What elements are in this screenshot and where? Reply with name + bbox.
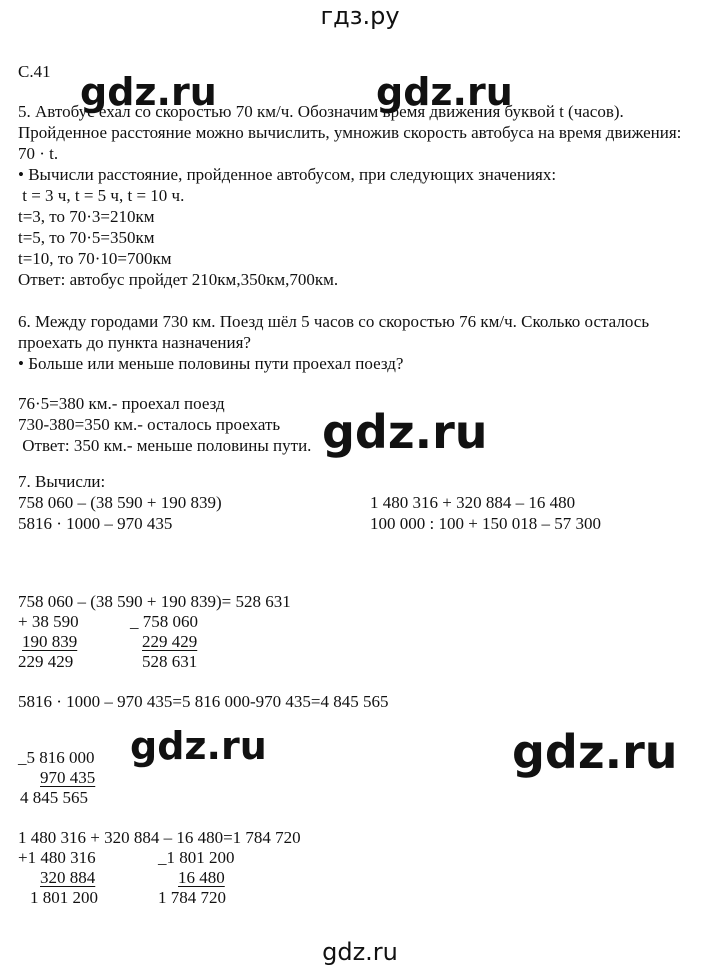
task-7-expression: 5816 · 1000 – 970 435	[18, 514, 173, 533]
task-5-solution: t=10, то 70·10=700км	[18, 249, 172, 268]
task-6-question: • Больше или меньше половины пути проехал поезд?	[18, 354, 404, 373]
task-7-solution-equation: 758 060 – (38 590 + 190 839)= 528 631	[18, 592, 291, 611]
task-5-text: Пройденное расстояние можно вычислить, умножив скорость автобуса на время движения:	[18, 123, 682, 142]
site-title[interactable]: гдз.ру	[320, 2, 400, 30]
page-label: С.41	[18, 62, 51, 81]
task-5-question: • Вычисли расстояние, пройденное автобусом, при следующих значениях:	[18, 165, 557, 184]
column-subtraction-second: 970 435	[40, 768, 96, 787]
column-subtraction-first: _5 816 000	[18, 748, 95, 767]
task-6-solution: 76·5=380 км.- проехал поезд	[18, 394, 225, 413]
task-6-answer: Ответ: 350 км.- меньше половины пути.	[18, 436, 312, 455]
task-5-answer: Ответ: автобус пройдет 210км,350км,700км.	[18, 270, 339, 289]
column-subtraction-result: 528 631	[142, 652, 198, 671]
column-addition-second: 320 884	[40, 868, 96, 887]
column-subtraction-result: 4 845 565	[20, 788, 88, 807]
column-subtraction-second: 229 429	[142, 632, 198, 651]
watermark-logo: gdz.ru	[376, 70, 513, 114]
task-7-solution-equation: 1 480 316 + 320 884 – 16 480=1 784 720	[18, 828, 301, 847]
watermark-logo: gdz.ru	[130, 724, 267, 768]
task-7-title: 7. Вычисли:	[18, 472, 106, 491]
task-6-text: 6. Между городами 730 км. Поезд шёл 5 часов со скоростью 76 км/ч. Сколько осталось	[18, 312, 650, 331]
task-7-expression: 100 000 : 100 + 150 018 – 57 300	[370, 514, 602, 533]
task-6-text: проехать до пункта назначения?	[18, 333, 251, 352]
task-6-solution: 730-380=350 км.- осталось проехать	[18, 415, 281, 434]
task-5-text: 5. Автобус ехал со скоростью 70 км/ч. Обозначим время движения буквой t (часов).	[18, 102, 624, 121]
column-addition-first: + 38 590	[18, 612, 79, 631]
column-addition-result: 229 429	[18, 652, 74, 671]
column-subtraction-first: _1 801 200	[158, 848, 235, 867]
column-addition-second: 190 839	[22, 632, 78, 651]
task-5-solution: t=5, то 70·5=350км	[18, 228, 155, 247]
task-7-expression: 1 480 316 + 320 884 – 16 480	[370, 493, 576, 512]
column-addition-result: 1 801 200	[30, 888, 98, 907]
column-subtraction-result: 1 784 720	[158, 888, 226, 907]
task-7-solution-equation: 5816 · 1000 – 970 435=5 816 000-970 435=4 845 565	[18, 692, 389, 711]
column-subtraction-second: 16 480	[178, 868, 225, 887]
task-5-solution: t=3, то 70·3=210км	[18, 207, 155, 226]
site-footer-link[interactable]: gdz.ru	[322, 938, 398, 966]
watermark-logo: gdz.ru	[322, 405, 488, 459]
watermark-logo: gdz.ru	[80, 70, 217, 114]
task-5-text: 70 · t.	[18, 144, 59, 163]
task-7-expression: 758 060 – (38 590 + 190 839)	[18, 493, 222, 512]
column-addition-first: +1 480 316	[18, 848, 96, 867]
column-subtraction-first: _ 758 060	[130, 612, 198, 631]
watermark-logo: gdz.ru	[512, 725, 678, 779]
task-5-values: t = 3 ч, t = 5 ч, t = 10 ч.	[18, 186, 185, 205]
